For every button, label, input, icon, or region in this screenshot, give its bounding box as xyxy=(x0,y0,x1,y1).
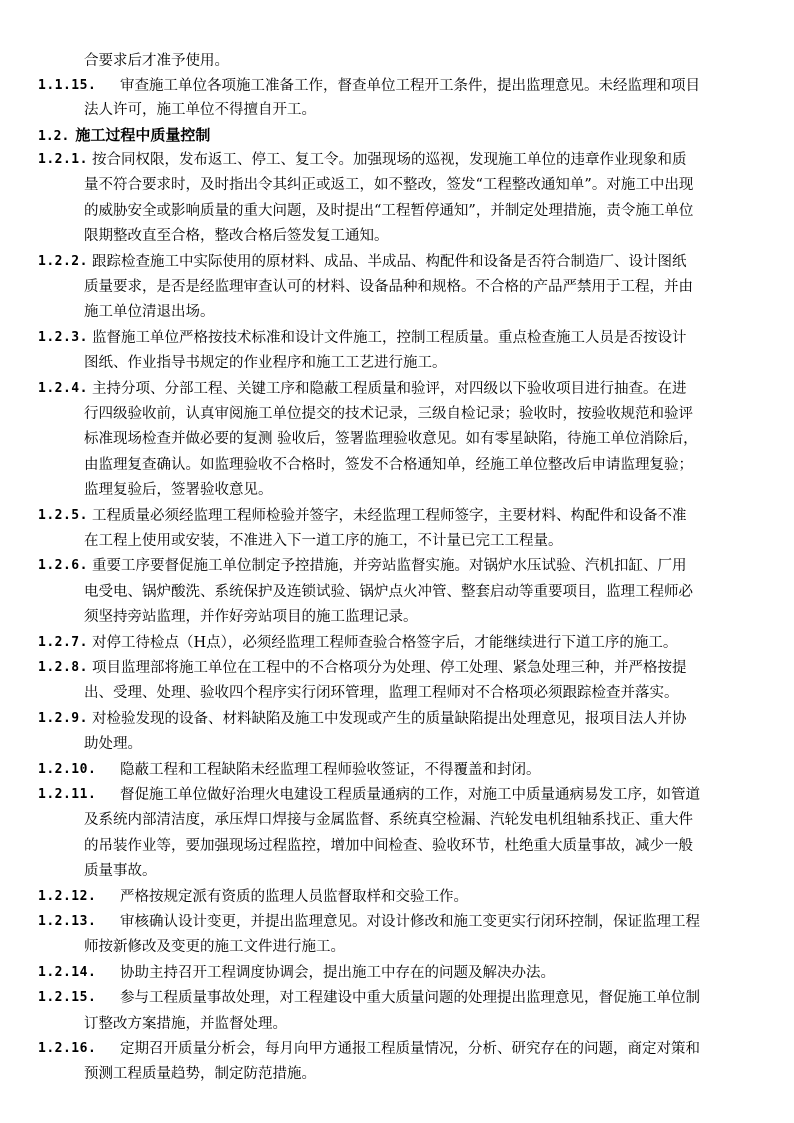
clause-1-2-2 xyxy=(38,250,764,326)
clause-text-line: 图纸、作业指导书规定的作业程序和施工工艺进行施工。 xyxy=(84,355,447,372)
clause-text-line: 主持分项、分部工程、关键工序和隐蔽工程质量和验评，对四级以下验收项目进行抽查。在进 xyxy=(92,380,687,397)
clause-1-2-12 xyxy=(38,885,764,910)
clause-text-line: 法人许可，施工单位不得擅自开工。 xyxy=(84,102,316,118)
clause-number: 1.1.15. xyxy=(38,78,97,93)
clause-number: 1.2.9. xyxy=(38,710,88,726)
clause-text-line: 协助主持召开工程调度协调会，提出施工中存在的问题及解决办法。 xyxy=(120,964,555,981)
clause-number: 1.2.10. xyxy=(38,761,97,777)
clause-text-line: 助处理。 xyxy=(84,736,142,753)
clause-1-2-13 xyxy=(38,910,764,961)
clause-number: 1.2.15. xyxy=(38,990,97,1006)
clause-1-2-15 xyxy=(38,986,764,1037)
clause-1-2-6 xyxy=(38,554,764,630)
clause-text-line: 的威胁安全或影响质量的重大问题，及时提出“工程暂停通知”，并制定处理措施，责令施工单位 xyxy=(84,202,694,219)
clause-text-line: 订整改方案措施，并监督处理。 xyxy=(84,1015,287,1032)
clause-text-line: 项目监理部将施工单位在工程中的不合格项分为处理、停工处理、紧急处理三种，并严格按提 xyxy=(92,660,687,676)
clause-text-line: 严格按规定派有资质的监理人员监督取样和交验工作。 xyxy=(120,888,468,905)
clause-1-2-1 xyxy=(38,148,764,250)
clause-text-line: 的吊装作业等，要加强现场过程监控，增加中间检查、验收环节，杜绝重大质量事故，减少一般 xyxy=(84,837,693,854)
clause-1-2-7 xyxy=(38,631,764,656)
clause-text-line: 参与工程质量事故处理，对工程建设中重大质量问题的处理提出监理意见，督促施工单位制 xyxy=(120,990,700,1007)
section-number: 1.2. xyxy=(38,129,70,144)
clause-text-line: 监督施工单位严格按技术标准和设计文件施工，控制工程质量。重点检查施工人员是否按设计 xyxy=(92,329,687,346)
clause-text-line: 审查施工单位各项施工准备工作，督查单位工程开工条件，提出监理意见。未经监理和项目 xyxy=(120,78,700,94)
clause-text-line: 量不符合要求时，及时指出令其纠正或返工，如不整改，签发“工程整改通知单”。对施工中出现 xyxy=(84,177,694,194)
clause-text-line: 对检验发现的设备、材料缺陷及施工中发现或产生的质量缺陷提出处理意见，报项目法人并协 xyxy=(92,710,687,727)
clause-1-2-9 xyxy=(38,707,764,758)
clause-text-line: 施工单位清退出场。 xyxy=(84,304,215,321)
clause-number: 1.2.8. xyxy=(38,660,88,675)
top-continuation-line: 合要求后才准予使用。 xyxy=(84,53,229,69)
section-title: 施工过程中质量控制 xyxy=(75,126,211,144)
clause-text-line: 在工程上使用或安装，不准进入下一道工序的施工，不计量已完工工程量。 xyxy=(84,532,563,549)
clause-text-line: 定期召开质量分析会，每月向甲方通报工程质量情况，分析、研究存在的问题，商定对策和 xyxy=(120,1041,700,1057)
clause-number: 1.2.12. xyxy=(38,888,97,904)
clause-text-line: 由监理复查确认。如监理验收不合格时，签发不合格通知单，经施工单位整改后申请监理复验； xyxy=(84,456,693,473)
clause-text-line: 质量要求，是否是经监理审查认可的材料、设备品种和规格。不合格的产品严禁用于工程，并由 xyxy=(84,278,693,295)
clause-text-line: 审核确认设计变更，并提出监理意见。对设计修改和施工变更实行闭环控制，保证监理工程 xyxy=(120,914,700,930)
clause-text-line: 电受电、锅炉酸洗、系统保护及连锁试验、锅炉点火冲管、整套启动等重要项目，监理工程师必 xyxy=(84,583,693,600)
clause-text-line: 工程质量必须经监理工程师检验并签字，未经监理工程师签字，主要材料、构配件和设备不准 xyxy=(92,507,687,524)
clause-number: 1.2.14. xyxy=(38,964,97,980)
clause-1-2-16 xyxy=(38,1037,764,1088)
clause-1-1-15 xyxy=(38,74,764,122)
clause-number: 1.2.2. xyxy=(38,253,88,269)
clause-text-line: 须坚持旁站监理，并作好旁站项目的施工监理记录。 xyxy=(84,609,418,626)
clause-number: 1.2.7. xyxy=(38,634,88,650)
clause-text-line: 质量事故。 xyxy=(84,863,157,880)
clause-text-line: 跟踪检查施工中实际使用的原材料、成品、半成品、构配件和设备是否符合制造厂、设计图纸 xyxy=(92,253,687,270)
clause-1-2-10 xyxy=(38,758,764,783)
clause-text-line: 按合同权限，发布返工、停工、复工令。加强现场的巡视，发现施工单位的违章作业现象和质 xyxy=(92,152,687,168)
clause-text-line: 行四级验收前，认真审阅施工单位提交的技术记录，三级自检记录；验收时，按验收规范和验评 xyxy=(84,405,693,422)
clause-text-line: 监理复验后，签署验收意见。 xyxy=(84,482,273,499)
clause-text-line: 及系统内部清洁度，承压焊口焊接与金属监督、系统真空检漏、汽轮发电机组轴系找正、重大件 xyxy=(84,812,693,829)
clause-number: 1.2.4. xyxy=(38,380,88,396)
clause-text-line: 标准现场检查并做必要的复测 验收后，签署监理验收意见。如有零星缺陷，待施工单位消除后， xyxy=(84,431,698,448)
clause-number: 1.2.1. xyxy=(38,152,88,167)
clause-number: 1.2.6. xyxy=(38,558,88,574)
clause-1-2-4 xyxy=(38,377,764,504)
clause-number: 1.2.16. xyxy=(38,1041,97,1056)
clause-1-2-5 xyxy=(38,504,764,555)
clause-text-line: 隐蔽工程和工程缺陷未经监理工程师验收签证，不得覆盖和封闭。 xyxy=(120,761,541,778)
clause-text-line: 对停工待检点（H点），必须经监理工程师查验合格签字后，才能继续进行下道工序的施工。 xyxy=(92,634,678,651)
section-heading xyxy=(38,123,210,149)
clause-text-line: 限期整改直至合格，整改合格后签发复工通知。 xyxy=(84,228,389,245)
clause-text-line: 师按新修改及变更的施工文件进行施工。 xyxy=(84,939,345,956)
clause-text-line: 督促施工单位做好治理火电建设工程质量通病的工作，对施工中质量通病易发工序，如管道 xyxy=(120,787,700,803)
clause-1-2-8 xyxy=(38,656,764,707)
clause-text-line: 重要工序要督促施工单位制定予控措施，并旁站监督实施。对锅炉水压试验、汽机扣缸、厂用 xyxy=(92,558,687,575)
clause-number: 1.2.5. xyxy=(38,507,88,523)
clause-number: 1.2.3. xyxy=(38,329,88,345)
clause-text-line: 出、受理、处理、验收四个程序实行闭环管理，监理工程师对不合格项必须跟踪检查并落实。 xyxy=(84,685,679,702)
clause-text-line: 预测工程质量趋势，制定防范措施。 xyxy=(84,1066,316,1083)
clause-1-2-11 xyxy=(38,783,764,885)
clause-1-2-3 xyxy=(38,326,764,377)
clause-number: 1.2.11. xyxy=(38,787,97,802)
clause-1-2-14 xyxy=(38,961,764,986)
clause-number: 1.2.13. xyxy=(38,914,97,929)
